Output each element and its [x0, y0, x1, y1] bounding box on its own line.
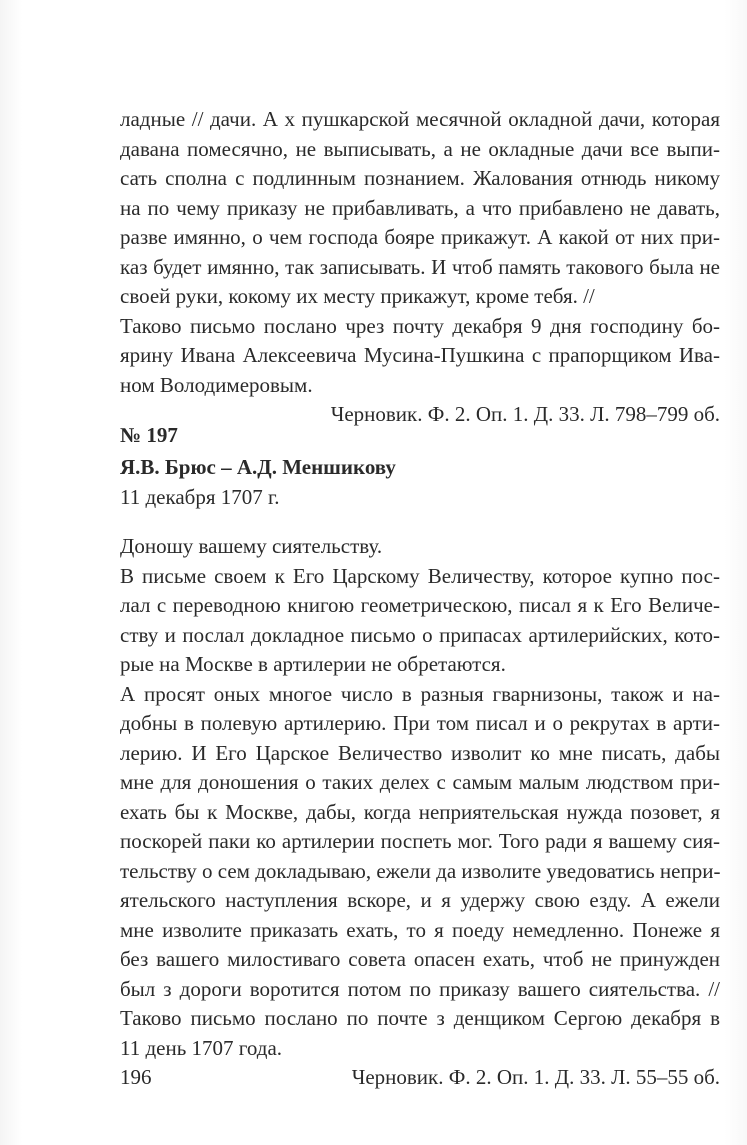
text-line: ятельского наступления вскоре, и я удержу свою езду. А ежели [120, 888, 720, 912]
text-line: лал с переводною книгою геометрическою, писал я к Его Величе- [120, 593, 720, 617]
text-line: Таково письмо послано чрез почту декабря 9 дня господину бо- [120, 313, 720, 338]
text-line: разве имянно, о чем господа бояре прикажут. А какой от них при- [120, 225, 720, 249]
text-line: сать сполна с подлинным познанием. Жалования отнюдь никому [120, 166, 720, 190]
text-line: добны в полевую артилерию. При том писал и о рекрутах в арти- [120, 711, 720, 735]
text-line: ярину Ивана Алексеевича Мусина-Пушкина с прапорщиком Ива- [120, 343, 720, 367]
text-line: каз будет имянно, так записывать. И чтоб память такового была не [120, 254, 720, 279]
text-line: ном Володимеровым. [120, 372, 313, 397]
text-line: был з дороги воротится потом по приказу вашего сиятельства. // [120, 976, 720, 1001]
text-line: А просят оных многое число в разныя гварнизоны, також и на- [120, 681, 720, 706]
text-line: мне изволите приказать ехать, то я поеду немедленно. Понеже я [120, 917, 720, 942]
text-line: лерию. И Его Царское Величество изволит ко мне писать, дабы [120, 740, 720, 765]
text-line: рые на Москве в артилерии не обретаются. [120, 652, 506, 676]
text-line: поскорей паки ко артилерии поспеть мог. Того ради я вашему сия- [120, 829, 720, 853]
text-line: ехать бы к Москве, дабы, когда неприятельская нужда позовет, я [120, 799, 720, 824]
text-line: без вашего милостиваго совета опасен ехать, чтоб не принужден [120, 947, 720, 971]
document-number: № 197 [120, 423, 178, 447]
text-line: тельству о сем докладываю, ежели да изволите уведоватись непри- [120, 858, 721, 883]
page-number: 196 [120, 1065, 152, 1089]
text-line: своей руки, кокому их месту прикажут, кроме тебя. // [120, 284, 595, 308]
text-line: мне для доношения о таких делех с самым малым людством при- [120, 770, 720, 794]
text-line: В письме своем к Его Царскому Величеству, которое купно пос- [120, 563, 720, 588]
archival-source: Черновик. Ф. 2. Оп. 1. Д. 33. Л. 798–799 об. [330, 402, 720, 426]
archival-source: Черновик. Ф. 2. Оп. 1. Д. 33. Л. 55–55 об. [351, 1065, 720, 1089]
document-197-text [120, 532, 720, 1093]
document-195-continuation [120, 105, 720, 430]
document-heading: Я.В. Брюс – А.Д. Меншикову [120, 455, 396, 479]
text-line: 11 день 1707 года. [120, 1035, 283, 1060]
document-date: 11 декабря 1707 г. [120, 485, 280, 509]
text-line: на по чему приказу не прибавливать, а что прибавлено не давать, [120, 195, 720, 220]
salutation: Доношу вашему сиятельству. [120, 534, 383, 558]
text-line: ству и послал докладное письмо о припасах артилерийских, кото- [120, 622, 720, 647]
text-line: давана помесячно, не выписывать, а не окладные дачи все выпи- [120, 136, 720, 161]
text-line: ладные // дачи. А х пушкарской месячной окладной дачи, которая [120, 107, 720, 131]
text-line: Таково письмо послано по почте з денщиком Сергою декабря в [120, 1006, 720, 1030]
